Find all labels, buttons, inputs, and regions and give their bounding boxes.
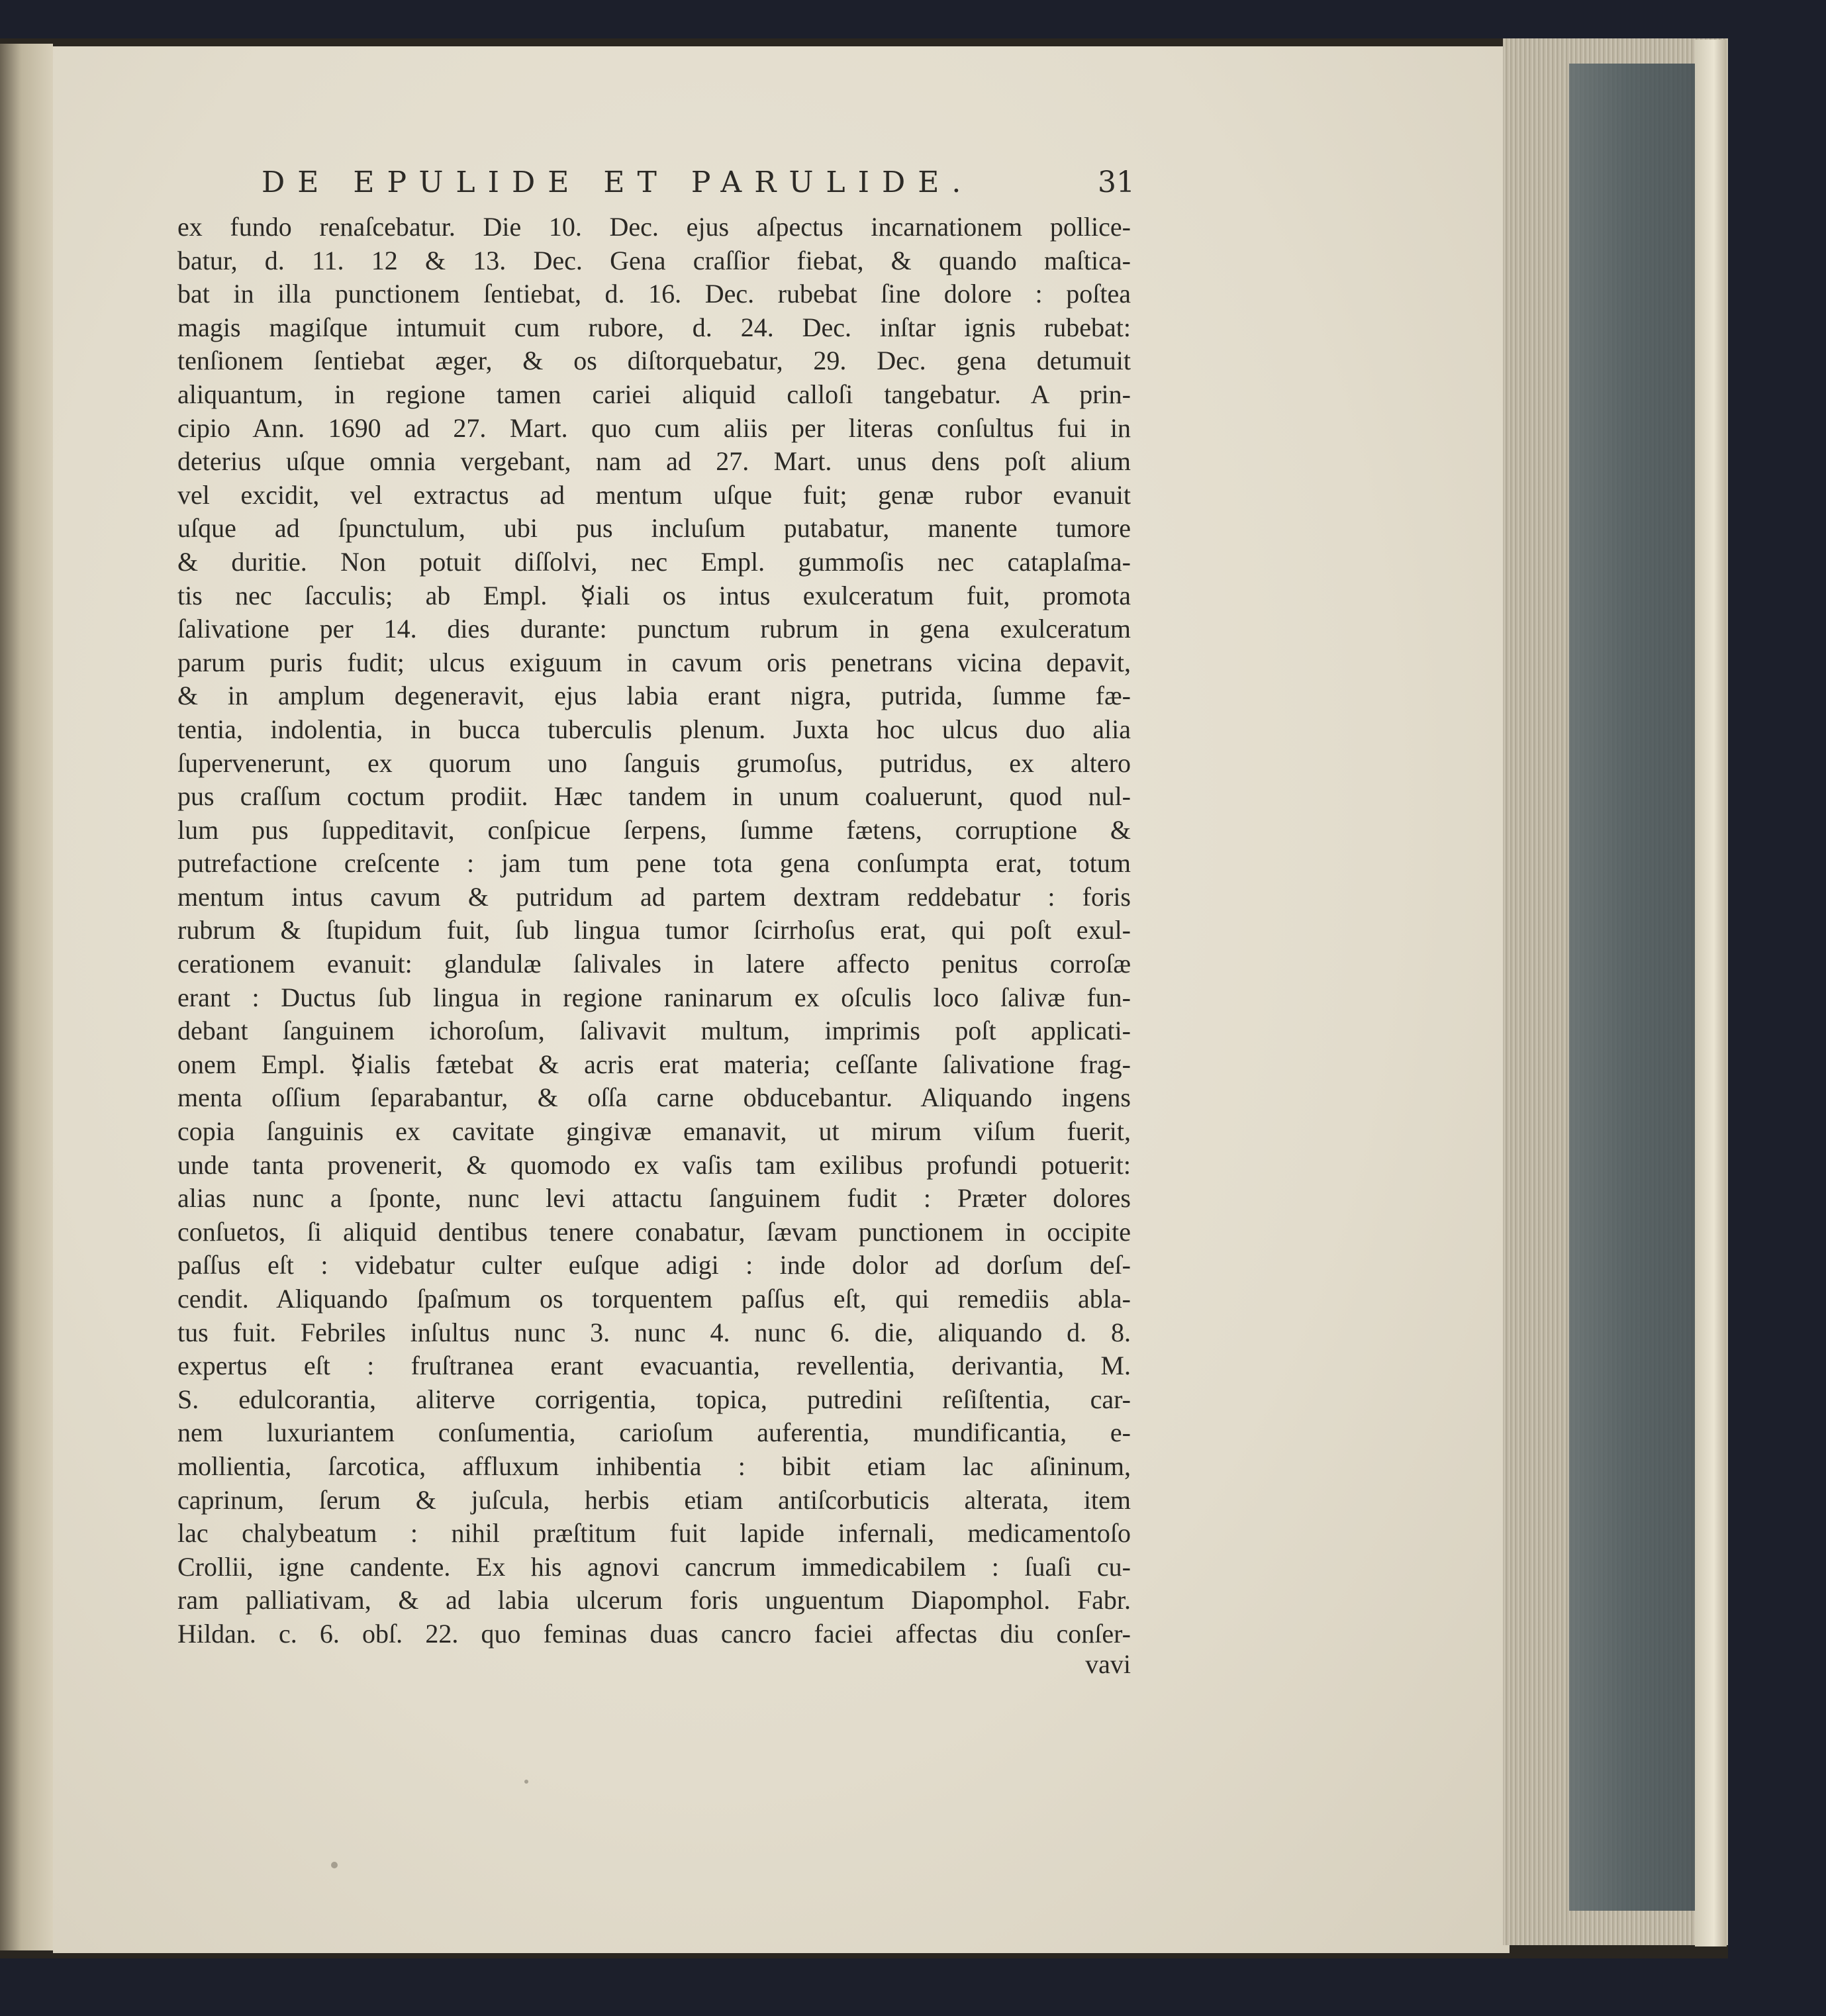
running-head: DE EPULIDE ET PARULIDE. <box>262 166 974 199</box>
text-line: Hildan. c. 6. obſ. 22. quo feminas duas cancro faciei affectas diu conſer- <box>177 1618 1131 1649</box>
text-line: mollientia, ſarcotica, affluxum inhibentia : bibit etiam lac aſininum, <box>177 1451 1131 1481</box>
ink-speck <box>524 1780 528 1784</box>
text-line: conſuetos, ſi aliquid dentibus tenere conabatur, ſævam punctionem in occipite <box>177 1216 1131 1247</box>
ink-speck <box>331 1862 338 1868</box>
text-line: parum puris fudit; ulcus exiguum in cavum oris penetrans vicina depavit, <box>177 647 1131 677</box>
text-line: putrefactione creſcente : jam tum pene tota gena conſumpta erat, totum <box>177 848 1131 879</box>
text-line: ſalivatione per 14. dies durante: punctum rubrum in gena exulceratum <box>177 614 1131 644</box>
text-line: onem Empl. ☿ialis fætebat & acris erat materia; ceſſante ſalivatione frag- <box>177 1049 1131 1079</box>
text-line: uſque ad ſpunctulum, ubi pus incluſum putabatur, manente tumore <box>177 513 1131 544</box>
text-line: bat in illa punctionem ſentiebat, d. 16. Dec. rubebat ſine dolore : poſtea <box>177 279 1131 309</box>
text-line: cerationem evanuit: glandulæ ſalivales in latere affecto penitus corroſæ <box>177 949 1131 979</box>
text-line: alias nunc a ſponte, nunc levi attactu ſanguinem fudit : Præter dolores <box>177 1183 1131 1214</box>
text-line: pus craſſum coctum prodiit. Hæc tandem in unum coaluerunt, quod nul- <box>177 781 1131 812</box>
text-line: cendit. Aliquando ſpaſmum os torquentem paſſus eſt, qui remediis abla- <box>177 1284 1131 1314</box>
text-line: & in amplum degeneravit, ejus labia erant nigra, putrida, ſumme fæ- <box>177 681 1131 711</box>
text-line: Crollii, igne candente. Ex his agnovi cancrum immedicabilem : ſuaſi cu- <box>177 1551 1131 1582</box>
text-line: debant ſanguinem ichoroſum, ſalivavit multum, imprimis poſt applicati- <box>177 1016 1131 1046</box>
left-page-edge <box>0 44 53 1950</box>
text-line: S. edulcorantia, aliterve corrigentia, topica, putredini reſiſtentia, car- <box>177 1384 1131 1414</box>
text-line: lac chalybeatum : nihil præſtitum fuit lapide infernali, medicamentoſo <box>177 1518 1131 1549</box>
text-line: vel excidit, vel extractus ad mentum uſque fuit; genæ rubor evanuit <box>177 479 1131 510</box>
text-line: aliquantum, in regione tamen cariei aliquid calloſi tangebatur. A prin- <box>177 379 1131 409</box>
text-line: ſupervenerunt, ex quorum uno ſanguis grumoſus, putridus, ex altero <box>177 747 1131 778</box>
catchword: vavi <box>1085 1649 1131 1679</box>
text-line: caprinum, ſerum & juſcula, herbis etiam antiſcorbuticis alterata, item <box>177 1484 1131 1515</box>
text-line: rubrum & ſtupidum fuit, ſub lingua tumor ſcirrhoſus erat, qui poſt exul- <box>177 915 1131 945</box>
text-line: copia ſanguinis ex cavitate gingivæ emanavit, ut mirum viſum fuerit, <box>177 1116 1131 1147</box>
text-line: tenſionem ſentiebat æger, & os diſtorquebatur, 29. Dec. gena detumuit <box>177 346 1131 376</box>
text-line: deterius uſque omnia vergebant, nam ad 27. Mart. unus dens poſt alium <box>177 446 1131 477</box>
page-number: 31 <box>1098 166 1135 199</box>
text-line: & duritie. Non potuit diſſolvi, nec Empl. gummoſis nec cataplaſma- <box>177 546 1131 577</box>
text-line: unde tanta provenerit, & quomodo ex vaſis tam exilibus profundi potuerit: <box>177 1149 1131 1180</box>
text-line: lum pus ſuppeditavit, conſpicue ſerpens, ſumme fætens, corruptione & <box>177 814 1131 845</box>
text-line: ram palliativam, & ad labia ulcerum foris unguentum Diapomphol. Fabr. <box>177 1585 1131 1615</box>
text-line: expertus eſt : fruſtranea erant evacuantia, revellentia, derivantia, M. <box>177 1351 1131 1381</box>
text-line: mentum intus cavum & putridum ad partem dextram reddebatur : foris <box>177 881 1131 912</box>
text-line: magis magiſque intumuit cum rubore, d. 24. Dec. inſtar ignis rubebat: <box>177 312 1131 342</box>
text-line: erant : Ductus ſub lingua in regione raninarum ex oſculis loco ſalivæ fun- <box>177 982 1131 1012</box>
text-line: tentia, indolentia, in bucca tuberculis plenum. Juxta hoc ulcus duo alia <box>177 714 1131 744</box>
text-line: ex fundo renaſcebatur. Die 10. Dec. ejus aſpectus incarnationem pollice- <box>177 212 1131 242</box>
text-line: tus fuit. Febriles inſultus nunc 3. nunc 4. nunc 6. die, aliquando d. 8. <box>177 1317 1131 1347</box>
text-line: batur, d. 11. 12 & 13. Dec. Gena craſſior fiebat, & quando maſtica- <box>177 245 1131 275</box>
text-line: menta oſſium ſeparabantur, & oſſa carne obducebantur. Aliquando ingens <box>177 1082 1131 1113</box>
text-line: tis nec ſacculis; ab Empl. ☿iali os intus exulceratum fuit, promota <box>177 580 1131 610</box>
text-line: paſſus eſt : videbatur culter euſque adigi : inde dolor ad dorſum deſ- <box>177 1250 1131 1280</box>
book-cover-edge <box>1695 40 1727 1946</box>
body-text <box>177 211 1131 1651</box>
text-line: cipio Ann. 1690 ad 27. Mart. quo cum aliis per literas conſultus fui in <box>177 412 1131 443</box>
text-line: nem luxuriantem conſumentia, carioſum auferentia, mundificantia, e- <box>177 1417 1131 1448</box>
